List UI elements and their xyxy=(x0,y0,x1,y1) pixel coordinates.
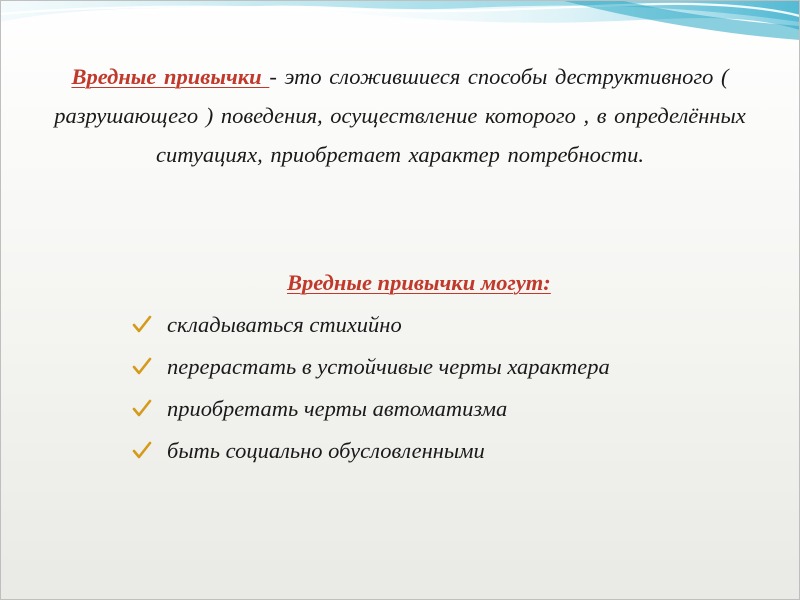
list-item xyxy=(130,350,690,383)
check-icon xyxy=(132,440,152,460)
list-item xyxy=(130,392,690,425)
list-item xyxy=(130,434,690,467)
wave-decoration xyxy=(0,0,800,60)
list-item-text: быть социально обусловленными xyxy=(167,438,485,463)
list-item-text: приобретать черты автоматизма xyxy=(167,396,508,421)
definition-text: - это сложившиеся способы деструктивного ( разрушающего ) поведения, осуществление которого , в определённых ситуациях, приобретает характер потребности. xyxy=(54,64,746,167)
check-icon xyxy=(132,356,152,376)
definition-term: Вредные привычки xyxy=(71,64,270,89)
check-icon xyxy=(132,314,152,334)
list-item-text: перерастать в устойчивые черты характера xyxy=(167,354,610,379)
habit-list xyxy=(130,308,690,476)
definition-paragraph xyxy=(15,57,785,174)
list-item-text: складываться стихийно xyxy=(167,312,402,337)
check-icon xyxy=(132,398,152,418)
list-heading: Вредные привычки могут: xyxy=(287,270,551,295)
list-item xyxy=(130,308,690,341)
